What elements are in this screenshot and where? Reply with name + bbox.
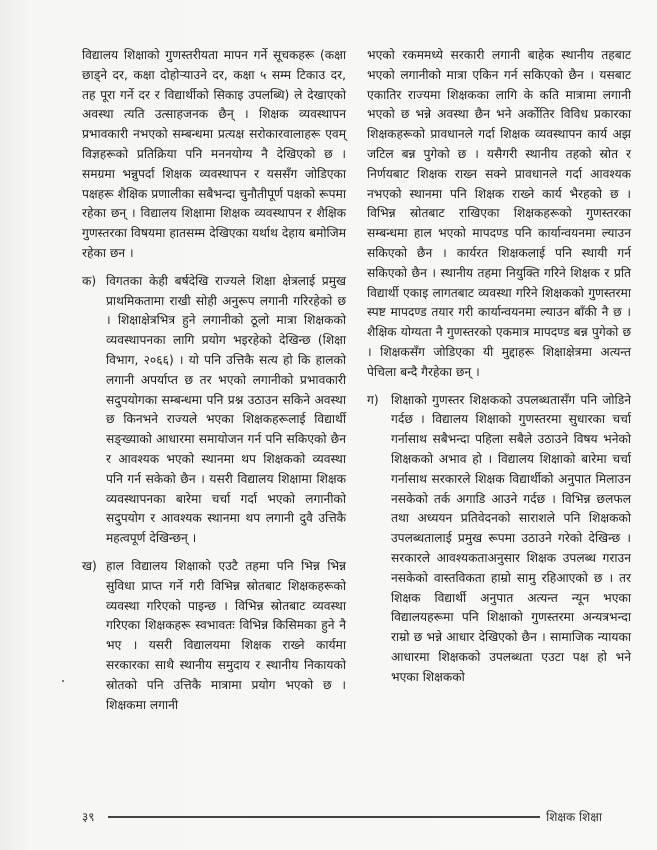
- list-marker: ग): [367, 392, 379, 407]
- footer-rule: [108, 816, 540, 818]
- list-item-text: शिक्षाको गुणस्तर शिक्षकको उपलब्धतासँग पनि जोडिने गर्दछ । विद्यालय शिक्षाको गुणस्तरमा सुधारका चर्चा गर्नासाथ सबैभन्दा पहिला सबैले उठाउने विषय भनेको शिक्षकको अभाव हो । विद्यालय शिक्षाको बारेमा चर्चा गर्नासाथ सरकारले शिक्षक विद्यार्थीको अनुपात मिलाउन नसकेको तर्क अगाडि आउने गर्दछ । विभिन्न छलफल तथा अध्ययन प्रतिवेदनको साराशले पनि शिक्षकको उपलब्धतालाई प्रमुख रूपमा उठाउने गरेको देखिन्छ । सरकारले आवश्यकताअनुसार शिक्षक उपलब्ध गराउन नसकेको वास्तविकता हाम्रो सामु रहिआएको छ । तर शिक्षक विद्यार्थी अनुपात अत्यन्त न्यून भएका विद्यालयहरूमा पनि शिक्षाको गुणस्तरमा अन्यत्रभन्दा राम्रो छ भन्ने आधार देखिएको छैन । सामाजिक न्यायका आधारमा शिक्षकको उपलब्धता एउटा पक्ष हो भने भएका शिक्षकको: [391, 392, 631, 684]
- list-item-ka: [82, 272, 346, 549]
- right-column: [367, 46, 631, 696]
- continuation-paragraph: भएको रकममध्ये सरकारी लगानी बाहेक स्थानीय तहबाट भएको लगानीको मात्रा एकिन गर्न सकिएको छैन । यसबाट एकातिर राज्यमा शिक्षकका लागि के कति मात्रामा लगानी भएको छ भन्ने अवस्था छैन भने अर्कोतिर विविध प्रकारका शिक्षकहरूको प्रावधानले गर्दा शिक्षक व्यवस्थापन कार्य अझ जटिल बन्न पुगेको छ । यसैगरी स्थानीय तहको स्रोत र निर्णयबाट शिक्षक राख्न सक्ने प्रावधानले गर्दा आवश्यक नभएको स्थानमा पनि शिक्षक राख्ने कार्य भैरहको छ । विभिन्न स्रोतबाट राखिएका शिक्षकहरूको गुणस्तरका सम्बन्धमा हाल भएको मापदण्ड पनि कार्यान्वयनमा ल्याउन सकिएको छैन । कार्यरत शिक्षकलाई पनि स्थायी गर्न सकिएको छैन । स्थानीय तहमा नियुक्ति गरिने शिक्षक र प्रति विद्यार्थी एकाइ लागतबाट व्यवस्था गरिने शिक्षकको गुणस्तरमा स्पष्ट मापदण्ड तयार गरी कार्यान्वयनमा ल्याउन बाँकी नै छ । शैक्षिक योग्यता नै गुणस्तरको एकमात्र मापदण्ड बन्न पुगेको छ । शिक्षकसँग जोडिएका यी मुद्दाहरू शिक्षाक्षेत्रमा अत्यन्त पेचिला बन्दै गैरहेका छन् ।: [367, 48, 631, 379]
- list-marker: ख): [82, 558, 97, 573]
- journal-title: शिक्षक शिक्षा: [546, 810, 602, 824]
- page-number: ३९: [82, 810, 95, 824]
- list-marker: क): [82, 273, 97, 288]
- page-footer: [82, 808, 602, 825]
- left-column: [82, 46, 346, 723]
- list-item-text: हाल विद्यालय शिक्षाको एउटै तहमा पनि भिन्न भिन्न सुविधा प्राप्त गर्ने गरी विभिन्न स्रोतबाट शिक्षकहरूको व्यवस्था गरिएको पाइन्छ । विभिन्न स्रोतबाट व्यवस्था गरिएका शिक्षकहरू स्वभावतः विभिन्न किसिमका हुने नै भए । यसरी विद्यालयमा शिक्षक राख्ने कार्यमा सरकारका साथै स्थानीय समुदाय र स्थानीय निकायको स्रोतको पनि उत्तिकै मात्रामा प्रयोग भएको छ । शिक्षकमा लगानी: [106, 558, 346, 712]
- list-item-ga: [367, 391, 631, 688]
- intro-paragraph: विद्यालय शिक्षाको गुणस्तरीयता मापन गर्ने सूचकहरू (कक्षा छाड्ने दर, कक्षा दोहोऱ्याउने दर, कक्षा ५ सम्म टिकाउ दर, तह पूरा गर्ने दर र विद्यार्थीको सिकाइ उपलब्धि) ले देखाएको अवस्था त्यति उत्साहजनक छैन् । शिक्षक व्यवस्थापन प्रभावकारी नभएको सम्बन्धमा प्रत्यक्ष सरोकारवालाहरू एवम् विज्ञहरूको प्रतिक्रिया पनि मननयोग्य नै देखिएको छ । समग्रमा भन्नुपर्दा शिक्षक व्यवस्थापन र यससँग जोडिएका पक्षहरू शैक्षिक प्रणालीका सबैभन्दा चुनौतीपूर्ण पक्षको रूपमा रहेका छन् । विद्यालय शिक्षामा शिक्षक व्यवस्थापन र शैक्षिक गुणस्तरका विषयमा हातसम्म देखिएका यर्थाथ देहाय बमोजिम रहेका छन ।: [82, 48, 346, 260]
- list-item-kha: [82, 557, 346, 715]
- scan-speck: [62, 680, 64, 682]
- list-item-text: विगतका केही बर्षदेखि राज्यले शिक्षा क्षेत्रलाई प्रमुख प्राथमिकतामा राखी सोही अनुरूप लगानी गरिरहेको छ । शिक्षाक्षेत्रभित्र हुने लगानीको ठूलो मात्रा शिक्षकको व्यवस्थापनका लागि प्रयोग भइरहेको देखिन्छ (शिक्षा विभाग, २०६६) । यो पनि उत्तिकै सत्य हो कि हालको लगानी अपर्याप्त छ तर भएको लगानीको प्रभावकारी सदुपयोगका सम्बन्धमा पनि प्रश्न उठाउन सकिने अवस्था छ किनभने राज्यले भएका शिक्षकहरूलाई विद्यार्थी सङ्ख्याको आधारमा समायोजन गर्न पनि सकिएको छैन र आवश्यक भएको स्थानमा थप शिक्षकको व्यवस्था पनि गर्न सकेको छैन । यसरी विद्यालय शिक्षामा शिक्षक व्यवस्थापनका बारेमा चर्चा गर्दा भएको लगानीको सदुपयोग र आवश्यक स्थानमा थप लगानी दुवै उत्तिकै महत्वपूर्ण देखिन्छन् ।: [106, 273, 346, 546]
